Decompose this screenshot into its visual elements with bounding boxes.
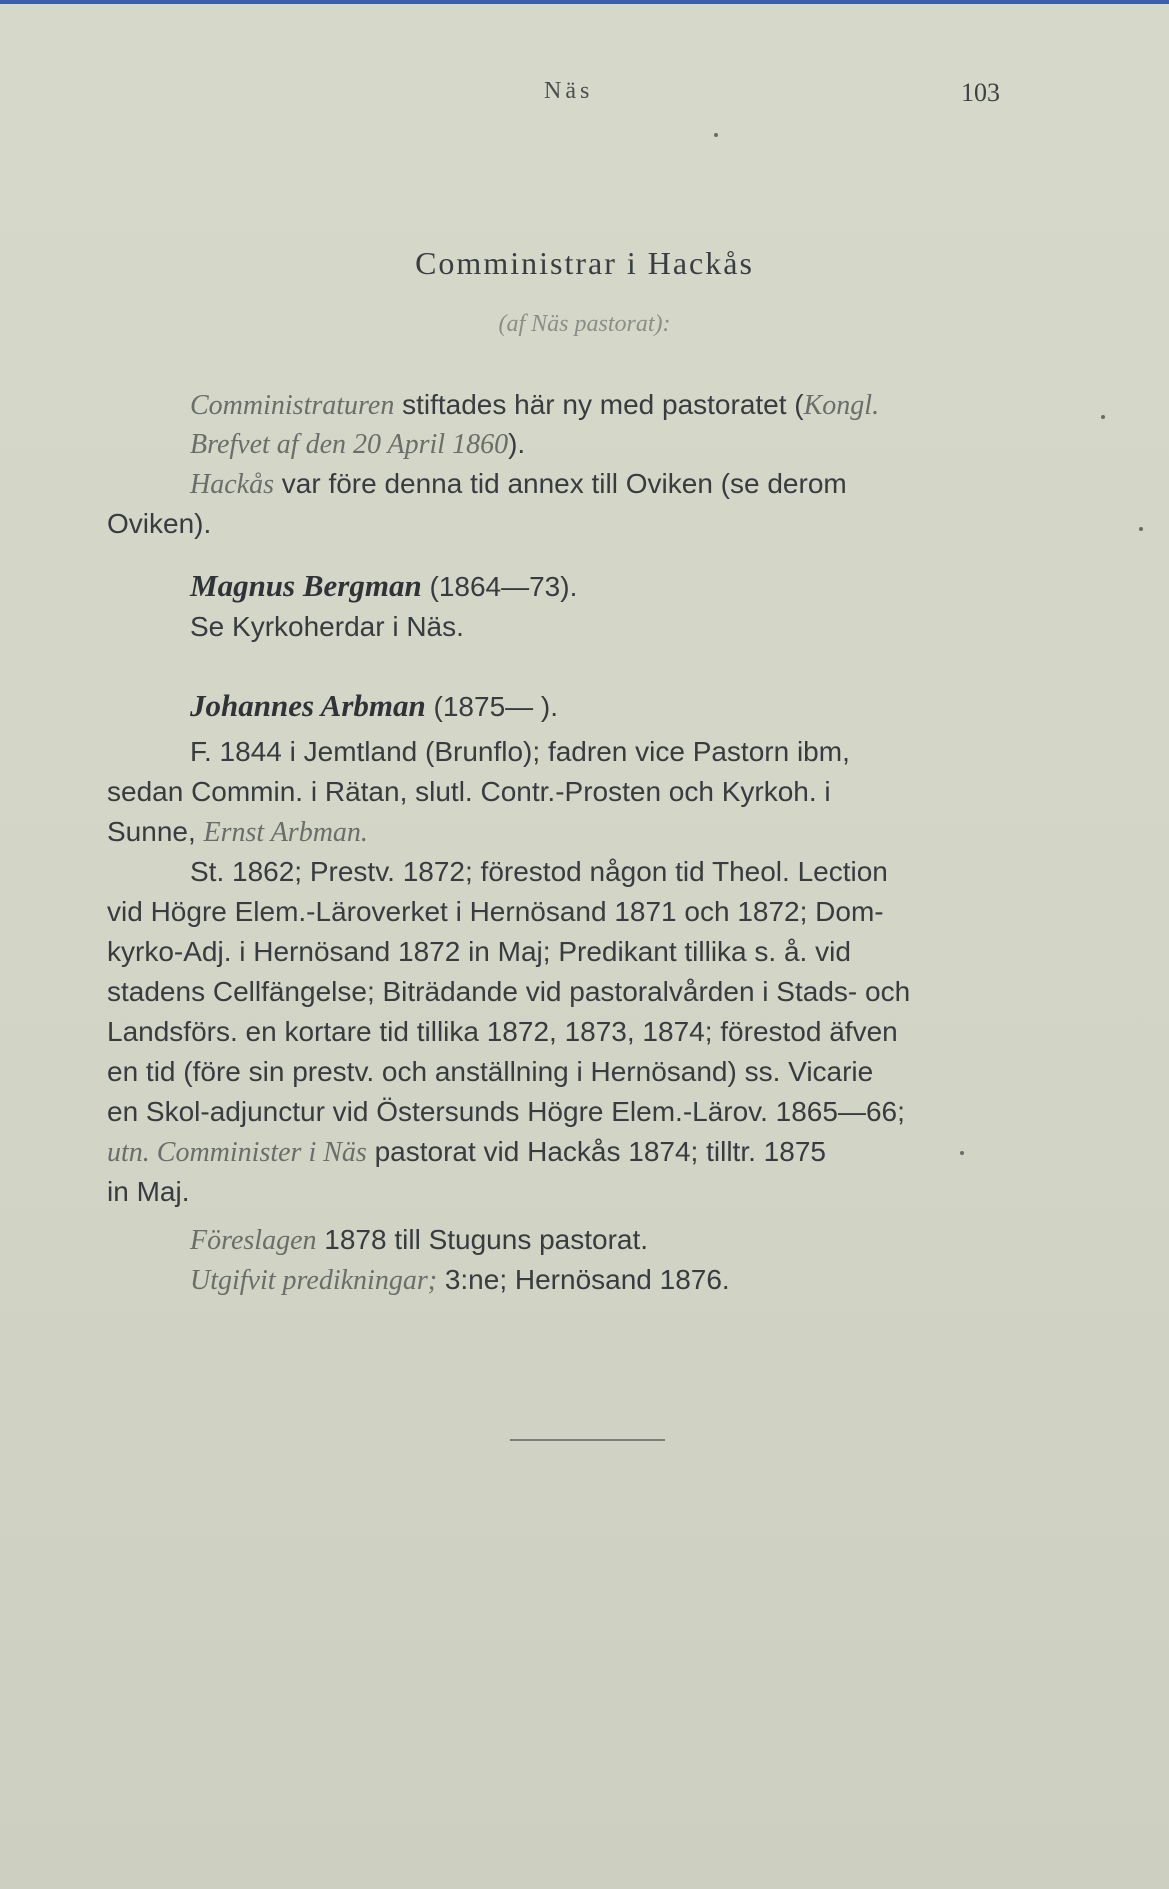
paper-speck	[714, 133, 718, 137]
entry-line	[190, 1226, 648, 1255]
entry-line: Landsförs. en kortare tid tillika 1872, 1873, 1874; förestod äfven	[107, 1016, 898, 1047]
entry-line	[190, 1266, 730, 1295]
entry-line: vid Högre Elem.-Läroverket i Hernösand 1871 och 1872; Dom-	[107, 896, 884, 927]
section-title: Comministrar i Hackås	[415, 245, 754, 281]
intro-line-4: Oviken).	[107, 508, 212, 539]
section-subtitle: (af Näs pastorat):	[498, 311, 671, 337]
top-edge	[0, 0, 1169, 4]
entry-name: Johannes Arbman	[190, 688, 426, 723]
entry-text: 3:ne; Hernösand 1876.	[444, 1264, 730, 1295]
entry-line: sedan Commin. i Rätan, slutl. Contr.-Prosten och Kyrkoh. i	[107, 776, 831, 807]
entry-italic: Ernst Arbman.	[203, 817, 368, 848]
section-divider	[510, 1439, 665, 1441]
entry-line: Se Kyrkoherdar i Näs.	[190, 611, 464, 642]
entry-line: en Skol-adjunctur vid Östersunds Högre Elem.-Lärov. 1865—66;	[107, 1096, 905, 1127]
intro-text: var före denna tid annex till Oviken (se derom	[281, 468, 847, 499]
intro-line-2	[190, 430, 525, 459]
entry-line	[107, 1138, 826, 1167]
paper-speck	[1101, 415, 1105, 419]
entry-line: stadens Cellfängelse; Biträdande vid pastoralvården i Stads- och	[107, 976, 911, 1007]
intro-line-1	[190, 391, 879, 420]
intro-text: stiftades här ny med pastoratet (	[402, 389, 804, 420]
entry-name: Magnus Bergman	[190, 568, 422, 603]
intro-italic-2: Kongl.	[803, 390, 880, 421]
entry-text: 1878 till Stuguns pastorat.	[324, 1224, 649, 1255]
intro-text: ).	[508, 428, 526, 459]
entry-text: pastorat vid Hackås 1874; tilltr. 1875	[374, 1136, 826, 1167]
entry-text: Sunne,	[107, 816, 196, 847]
entry-italic: utn. Comminister i Näs	[107, 1137, 367, 1168]
entry-line: St. 1862; Prestv. 1872; förestod någon tid Theol. Lection	[190, 856, 888, 887]
entry-italic: Föreslagen	[190, 1225, 317, 1256]
entry-line: in Maj.	[107, 1176, 190, 1207]
entry-years: (1875— ).	[433, 691, 559, 722]
entry-line: F. 1844 i Jemtland (Brunflo); fadren vice Pastorn ibm,	[190, 736, 850, 767]
entry-line: kyrko-Adj. i Hernösand 1872 in Maj; Predikant tillika s. å. vid	[107, 936, 851, 967]
page-number: 103	[961, 78, 1000, 107]
entry-years: (1864—73).	[429, 571, 578, 602]
paper-speck	[960, 1151, 964, 1155]
entry-heading	[190, 570, 577, 601]
entry-italic: Utgifvit predikningar;	[190, 1265, 438, 1296]
intro-italic: Brefvet af den 20 April 1860	[190, 429, 509, 460]
entry-line	[107, 818, 368, 847]
running-header: Näs	[544, 78, 594, 104]
intro-italic: Hackås	[190, 469, 274, 500]
paper-speck	[1139, 527, 1143, 531]
intro-line-3	[190, 470, 847, 499]
entry-heading	[190, 690, 558, 721]
entry-line: en tid (före sin prestv. och anställning i Hernösand) ss. Vicarie	[107, 1056, 874, 1087]
intro-italic: Comministraturen	[190, 390, 395, 421]
